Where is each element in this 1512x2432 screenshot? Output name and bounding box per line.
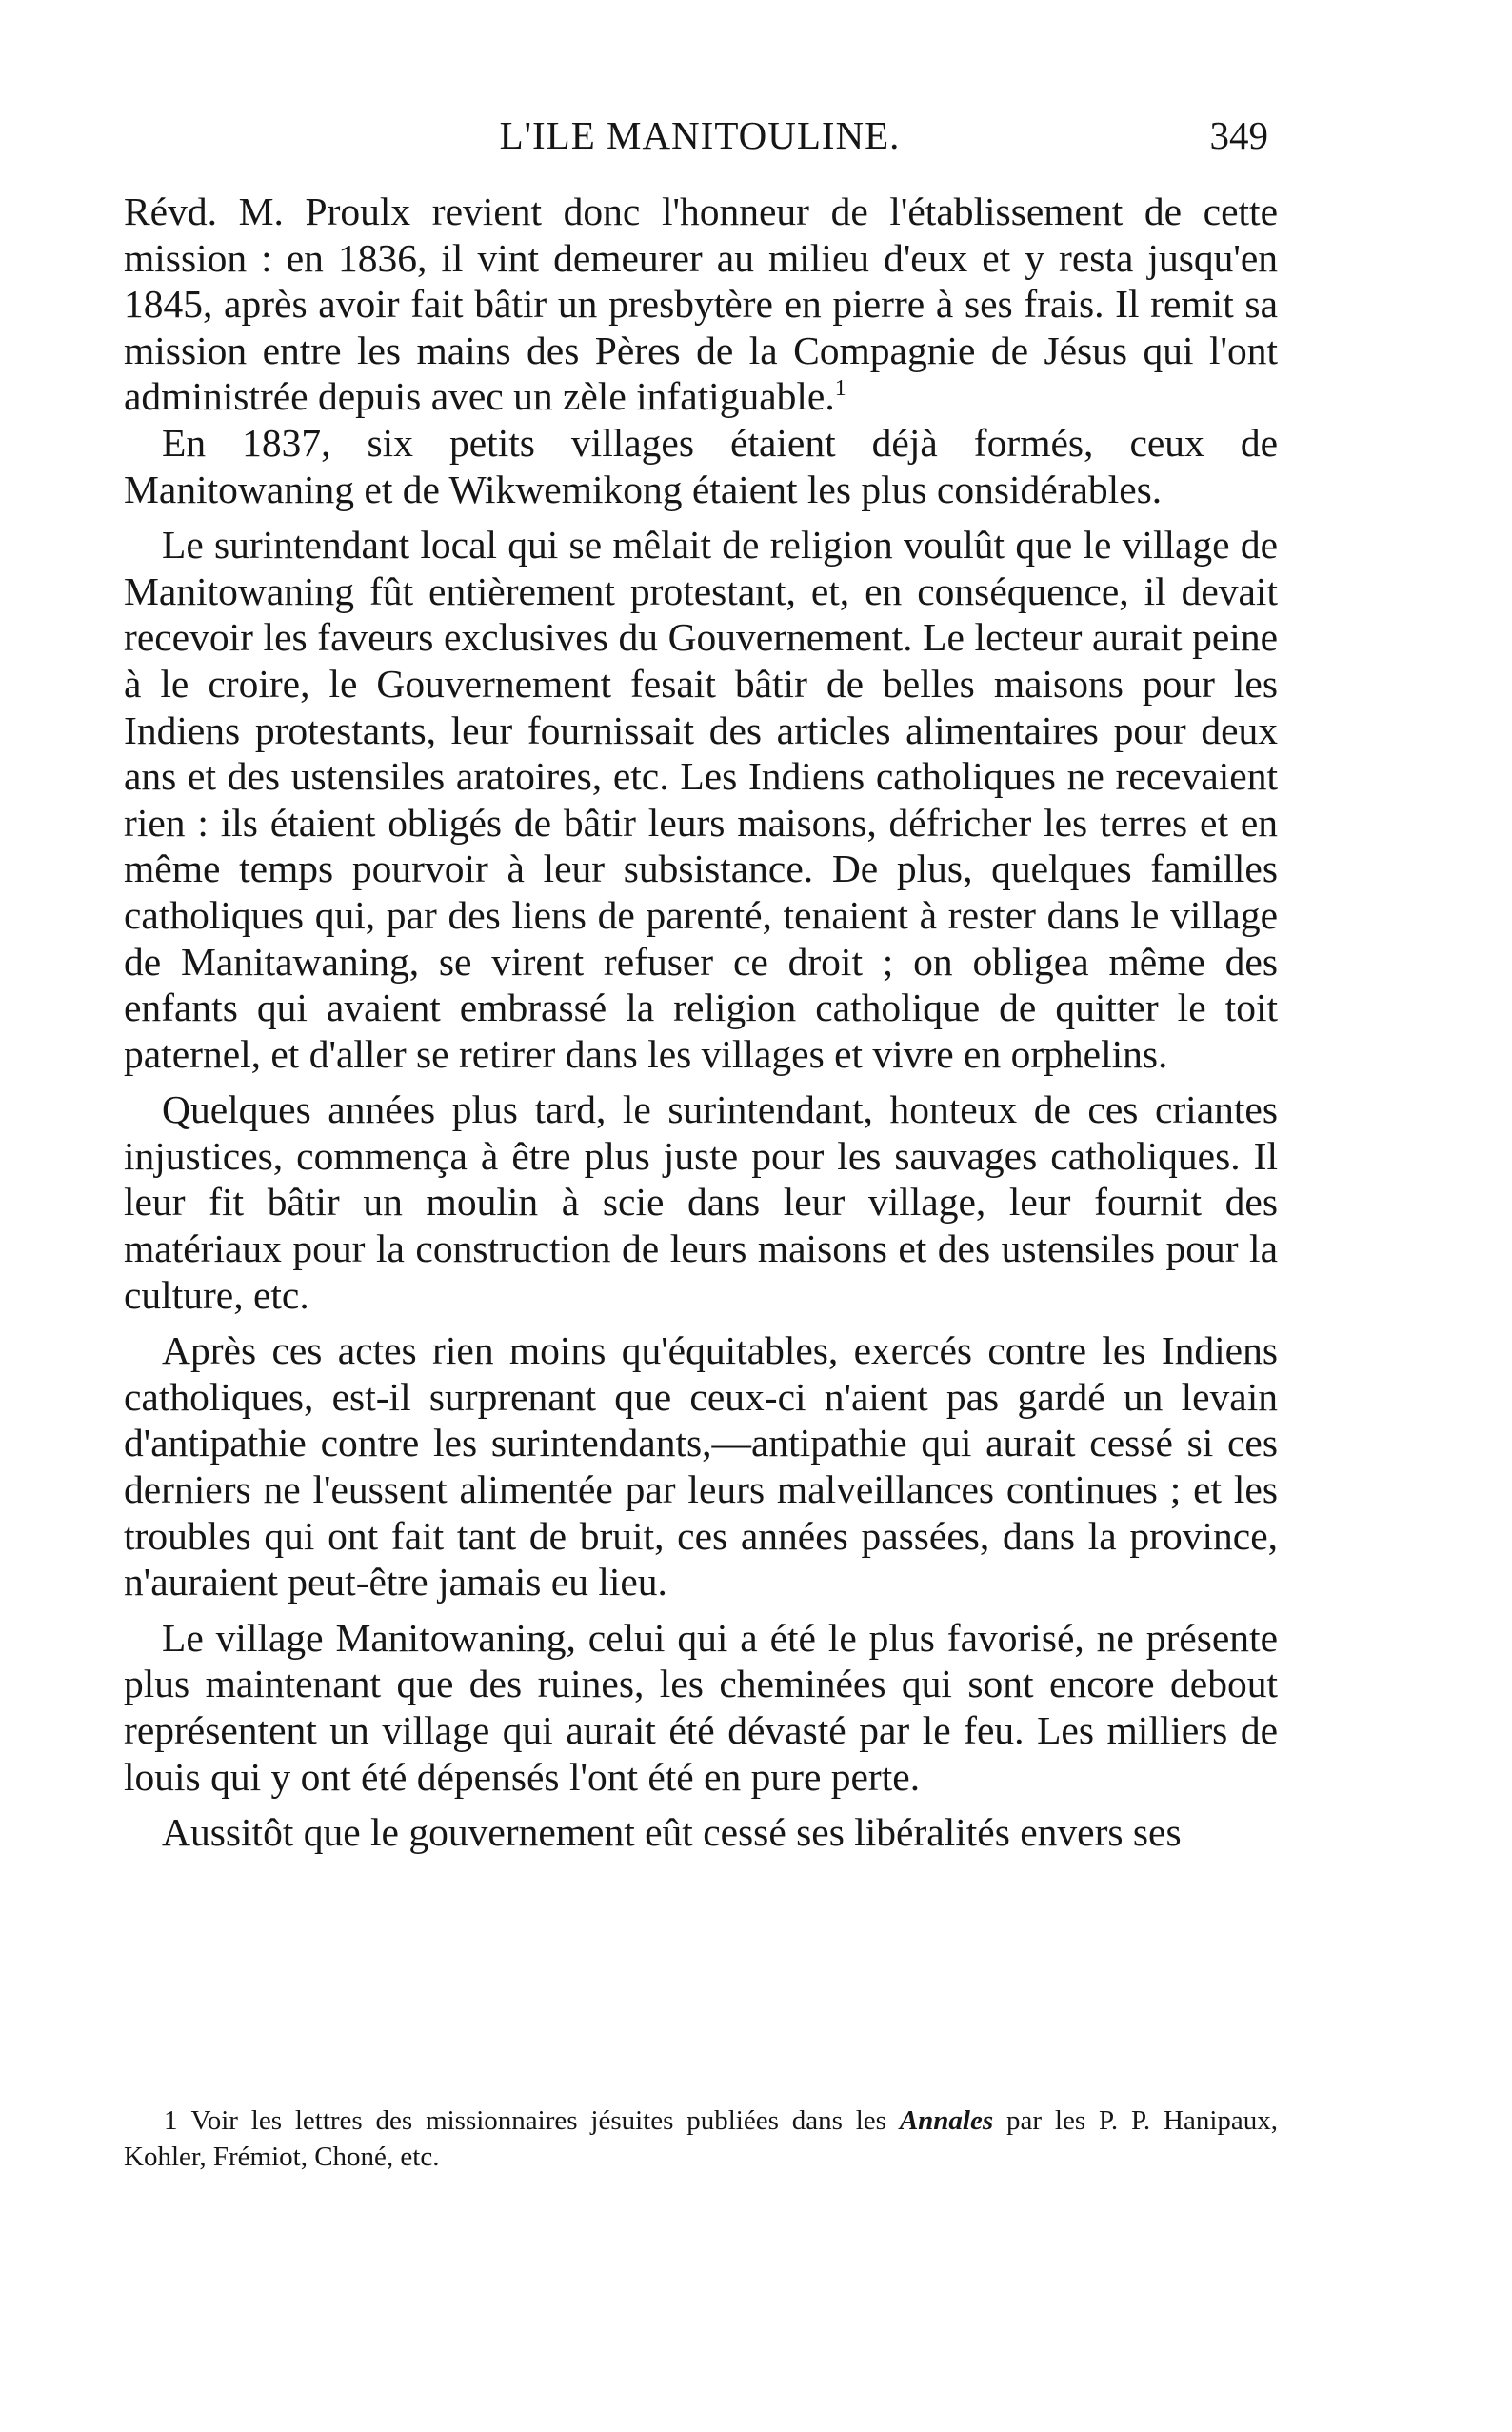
running-header — [124, 107, 1276, 164]
footnote-italic-title: Annales — [899, 2105, 994, 2136]
paragraph: Après ces actes rien moins qu'équitables, exercés contre les Indiens catholiques, est-il surprenant que ceux-ci n'aient pas gardé un levain d'antipathie contre les surintendants,—antipathie qui aurait cessé si ces derniers ne l'eussent alimentée par leurs malveillances continues ; et les troubles qui ont fait tant de bruit, ces années passées, dans la province, n'auraient peut-être jamais eu lieu. — [124, 1328, 1278, 1605]
paragraph: Quelques années plus tard, le surintendant, honteux de ces criantes injustices, commença à être plus juste pour les sauvages catholiques. Il leur fit bâtir un moulin à scie dans leur village, leur fournit des matériaux pour la construction de leurs maisons et des ustensiles pour la culture, etc. — [124, 1087, 1278, 1317]
paragraph-text: Révd. M. Proulx revient donc l'honneur de l'établissement de cette mission : en 1836, il vint demeurer au milieu d'eux et y resta jusqu'en 1845, après avoir fait bâtir un presbytère en pierre à ses frais. Il remit sa mission entre les mains des Pères de la Compagnie de Jésus qui l'ont administrée depuis avec un zèle infatiguable. — [124, 189, 1278, 419]
paragraph-continued — [124, 189, 1278, 420]
footnote-reference: 1 — [834, 376, 846, 402]
paragraph: Le village Manitowaning, celui qui a été le plus favorisé, ne présente plus maintenant que des ruines, les cheminées qui sont encore debout représentent un village qui aurait été dévasté par le feu. Les milliers de louis qui y ont été dépensés l'ont été en pure perte. — [124, 1615, 1278, 1799]
page-number: 349 — [1209, 113, 1268, 157]
paragraph: Le surintendant local qui se mêlait de religion voulût que le village de Manitowaning fût entièrement protestant, et, en conséquence, il devait recevoir les faveurs exclusives du Gouvernement. Le lecteur aurait peine à le croire, le Gouvernement fesait bâtir de belles maisons pour les Indiens protestants, leur fournissait des articles alimentaires pour deux ans et des ustensiles aratoires, etc. Les Indiens catholiques ne recevaient rien : ils étaient obligés de bâtir leurs maisons, défricher les terres et en même temps pourvoir à leur subsistance. De plus, quelques familles catholiques qui, par des liens de parenté, tenaient à rester dans le village de Manitawaning, se virent refuser ce droit ; on obligea même des enfants qui avaient embrassé la religion catholique de quitter le toit paternel, et d'aller se retirer dans les villages et vivre en orphelins. — [124, 523, 1278, 1076]
body-text — [124, 189, 1278, 1856]
footnote-text-after: par les P. P. Hanipaux, Kohler, Frémiot, Choné, etc. — [124, 2105, 1278, 2172]
paragraph: Aussitôt que le gouvernement eût cessé ses libéralités envers ses — [162, 1810, 1182, 1855]
paragraph: En 1837, six petits villages étaient déjà formés, ceux de Manitowaning et de Wikwemikong étaient les plus considérables. — [124, 420, 1278, 511]
running-title: L'ILE MANITOULINE. — [499, 113, 901, 157]
footnote-text-before: Voir les lettres des missionnaires jésuites publiées dans les — [190, 2105, 886, 2136]
footnote — [124, 2103, 1278, 2175]
footnote-number: 1 — [164, 2105, 178, 2136]
